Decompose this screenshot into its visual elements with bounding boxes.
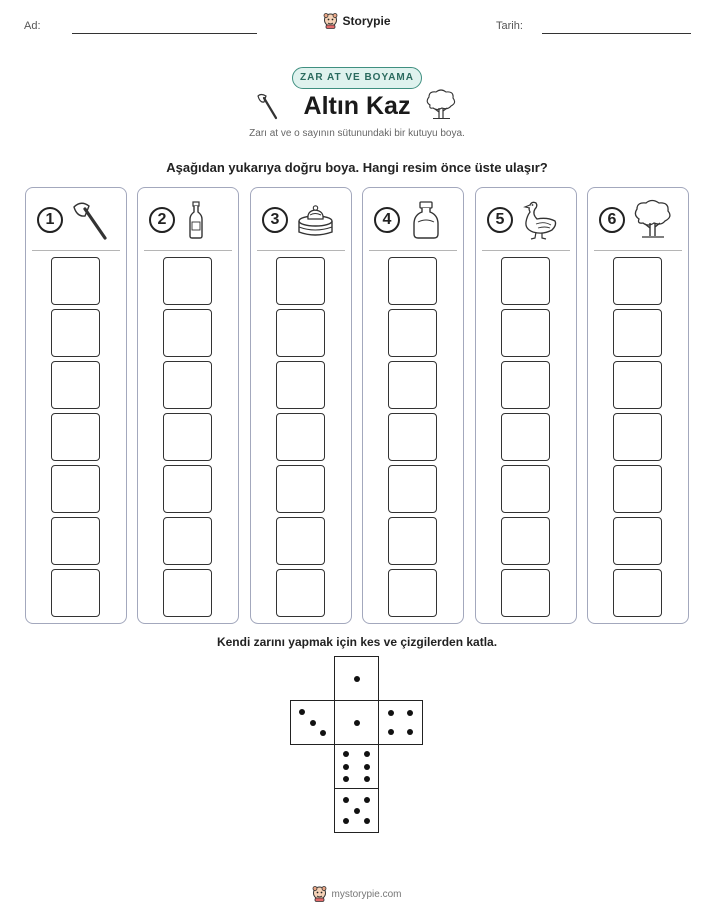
column-divider [594,250,682,251]
page-subtitle: Zarı at ve o sayının sütunundaki bir kutuyu boya. [249,128,465,139]
die-pip [343,818,349,824]
color-box[interactable] [51,413,100,461]
color-box[interactable] [613,569,662,617]
color-box[interactable] [276,257,325,305]
die-pip [343,776,349,782]
color-box[interactable] [388,465,437,513]
color-box[interactable] [163,309,212,357]
color-box[interactable] [276,413,325,461]
color-box[interactable] [51,465,100,513]
die-pip [388,710,394,716]
brand-logo [0,13,714,29]
column-2 [137,187,239,624]
color-box[interactable] [388,361,437,409]
die-pip [320,730,326,736]
color-box[interactable] [276,569,325,617]
color-box[interactable] [276,517,325,565]
column-header [251,188,351,251]
die-pip [299,709,305,715]
bottle-icon [181,199,225,241]
die-pip [354,808,360,814]
color-box[interactable] [501,361,550,409]
die-pip [364,797,370,803]
tree-icon [424,89,458,121]
column-header [138,188,238,251]
name-label: Ad: [24,20,41,32]
color-box[interactable] [388,309,437,357]
brand-name: Storypie [342,14,391,28]
column-number: 6 [599,207,625,233]
column-divider [144,250,232,251]
activity-tag: ZAR AT VE BOYAMA [292,67,422,89]
die-pip [407,710,413,716]
color-box[interactable] [51,257,100,305]
color-box[interactable] [501,413,550,461]
color-box[interactable] [501,257,550,305]
die-pip [364,776,370,782]
die-face-right [378,700,423,745]
die-face-center [334,700,379,745]
die-pip [364,818,370,824]
color-box[interactable] [388,517,437,565]
date-label: Tarih: [496,20,523,32]
color-box[interactable] [276,465,325,513]
column-header [363,188,463,251]
date-line [542,33,691,34]
color-box[interactable] [501,465,550,513]
color-box[interactable] [163,569,212,617]
column-divider [482,250,570,251]
color-box[interactable] [613,257,662,305]
page-title: Altın Kaz [303,92,411,120]
color-box[interactable] [163,361,212,409]
column-4 [362,187,464,624]
footer [0,886,714,902]
color-box[interactable] [501,517,550,565]
column-header [26,188,126,251]
color-box[interactable] [501,309,550,357]
name-line [72,33,257,34]
storypie-mascot-icon [323,13,338,29]
die-face-below [334,744,379,789]
color-box[interactable] [501,569,550,617]
storypie-mascot-icon [312,886,327,902]
column-number: 5 [487,207,513,233]
color-box[interactable] [613,465,662,513]
color-box[interactable] [163,257,212,305]
die-face-bottom [334,788,379,833]
color-box[interactable] [613,413,662,461]
color-box[interactable] [51,569,100,617]
column-divider [369,250,457,251]
color-box[interactable] [163,465,212,513]
color-box[interactable] [388,257,437,305]
column-divider [257,250,345,251]
column-number: 1 [37,207,63,233]
cake-icon [294,199,338,241]
color-box[interactable] [51,361,100,409]
goose-icon [519,199,563,241]
die-pip [354,676,360,682]
column-6 [587,187,689,624]
die-face-top [334,656,379,701]
flask-icon [406,199,450,241]
color-box[interactable] [163,413,212,461]
column-1 [25,187,127,624]
die-pip [343,797,349,803]
die-pip [388,729,394,735]
color-box[interactable] [388,413,437,461]
die-pip [343,751,349,757]
die-pip [364,751,370,757]
color-box[interactable] [51,517,100,565]
column-number: 4 [374,207,400,233]
color-box[interactable] [276,309,325,357]
die-pip [407,729,413,735]
footer-site[interactable]: mystorypie.com [331,888,402,900]
color-box[interactable] [613,309,662,357]
tree-icon [631,199,675,241]
column-header [476,188,576,251]
cut-instruction: Kendi zarını yapmak için kes ve çizgilerden katla. [216,635,498,649]
column-header [588,188,688,251]
die-pip [343,764,349,770]
axe-icon [69,199,113,241]
column-number: 2 [149,207,175,233]
column-3 [250,187,352,624]
column-5 [475,187,577,624]
die-pip [310,720,316,726]
color-box[interactable] [613,361,662,409]
color-box[interactable] [163,517,212,565]
column-number: 3 [262,207,288,233]
color-box[interactable] [613,517,662,565]
die-pip [364,764,370,770]
column-divider [32,250,120,251]
color-box[interactable] [276,361,325,409]
coloring-instruction: Aşağıdan yukarıya doğru boya. Hangi resim önce üste ulaşır? [166,160,548,175]
die-pip [354,720,360,726]
color-box[interactable] [388,569,437,617]
die-face-left [290,700,335,745]
color-box[interactable] [51,309,100,357]
